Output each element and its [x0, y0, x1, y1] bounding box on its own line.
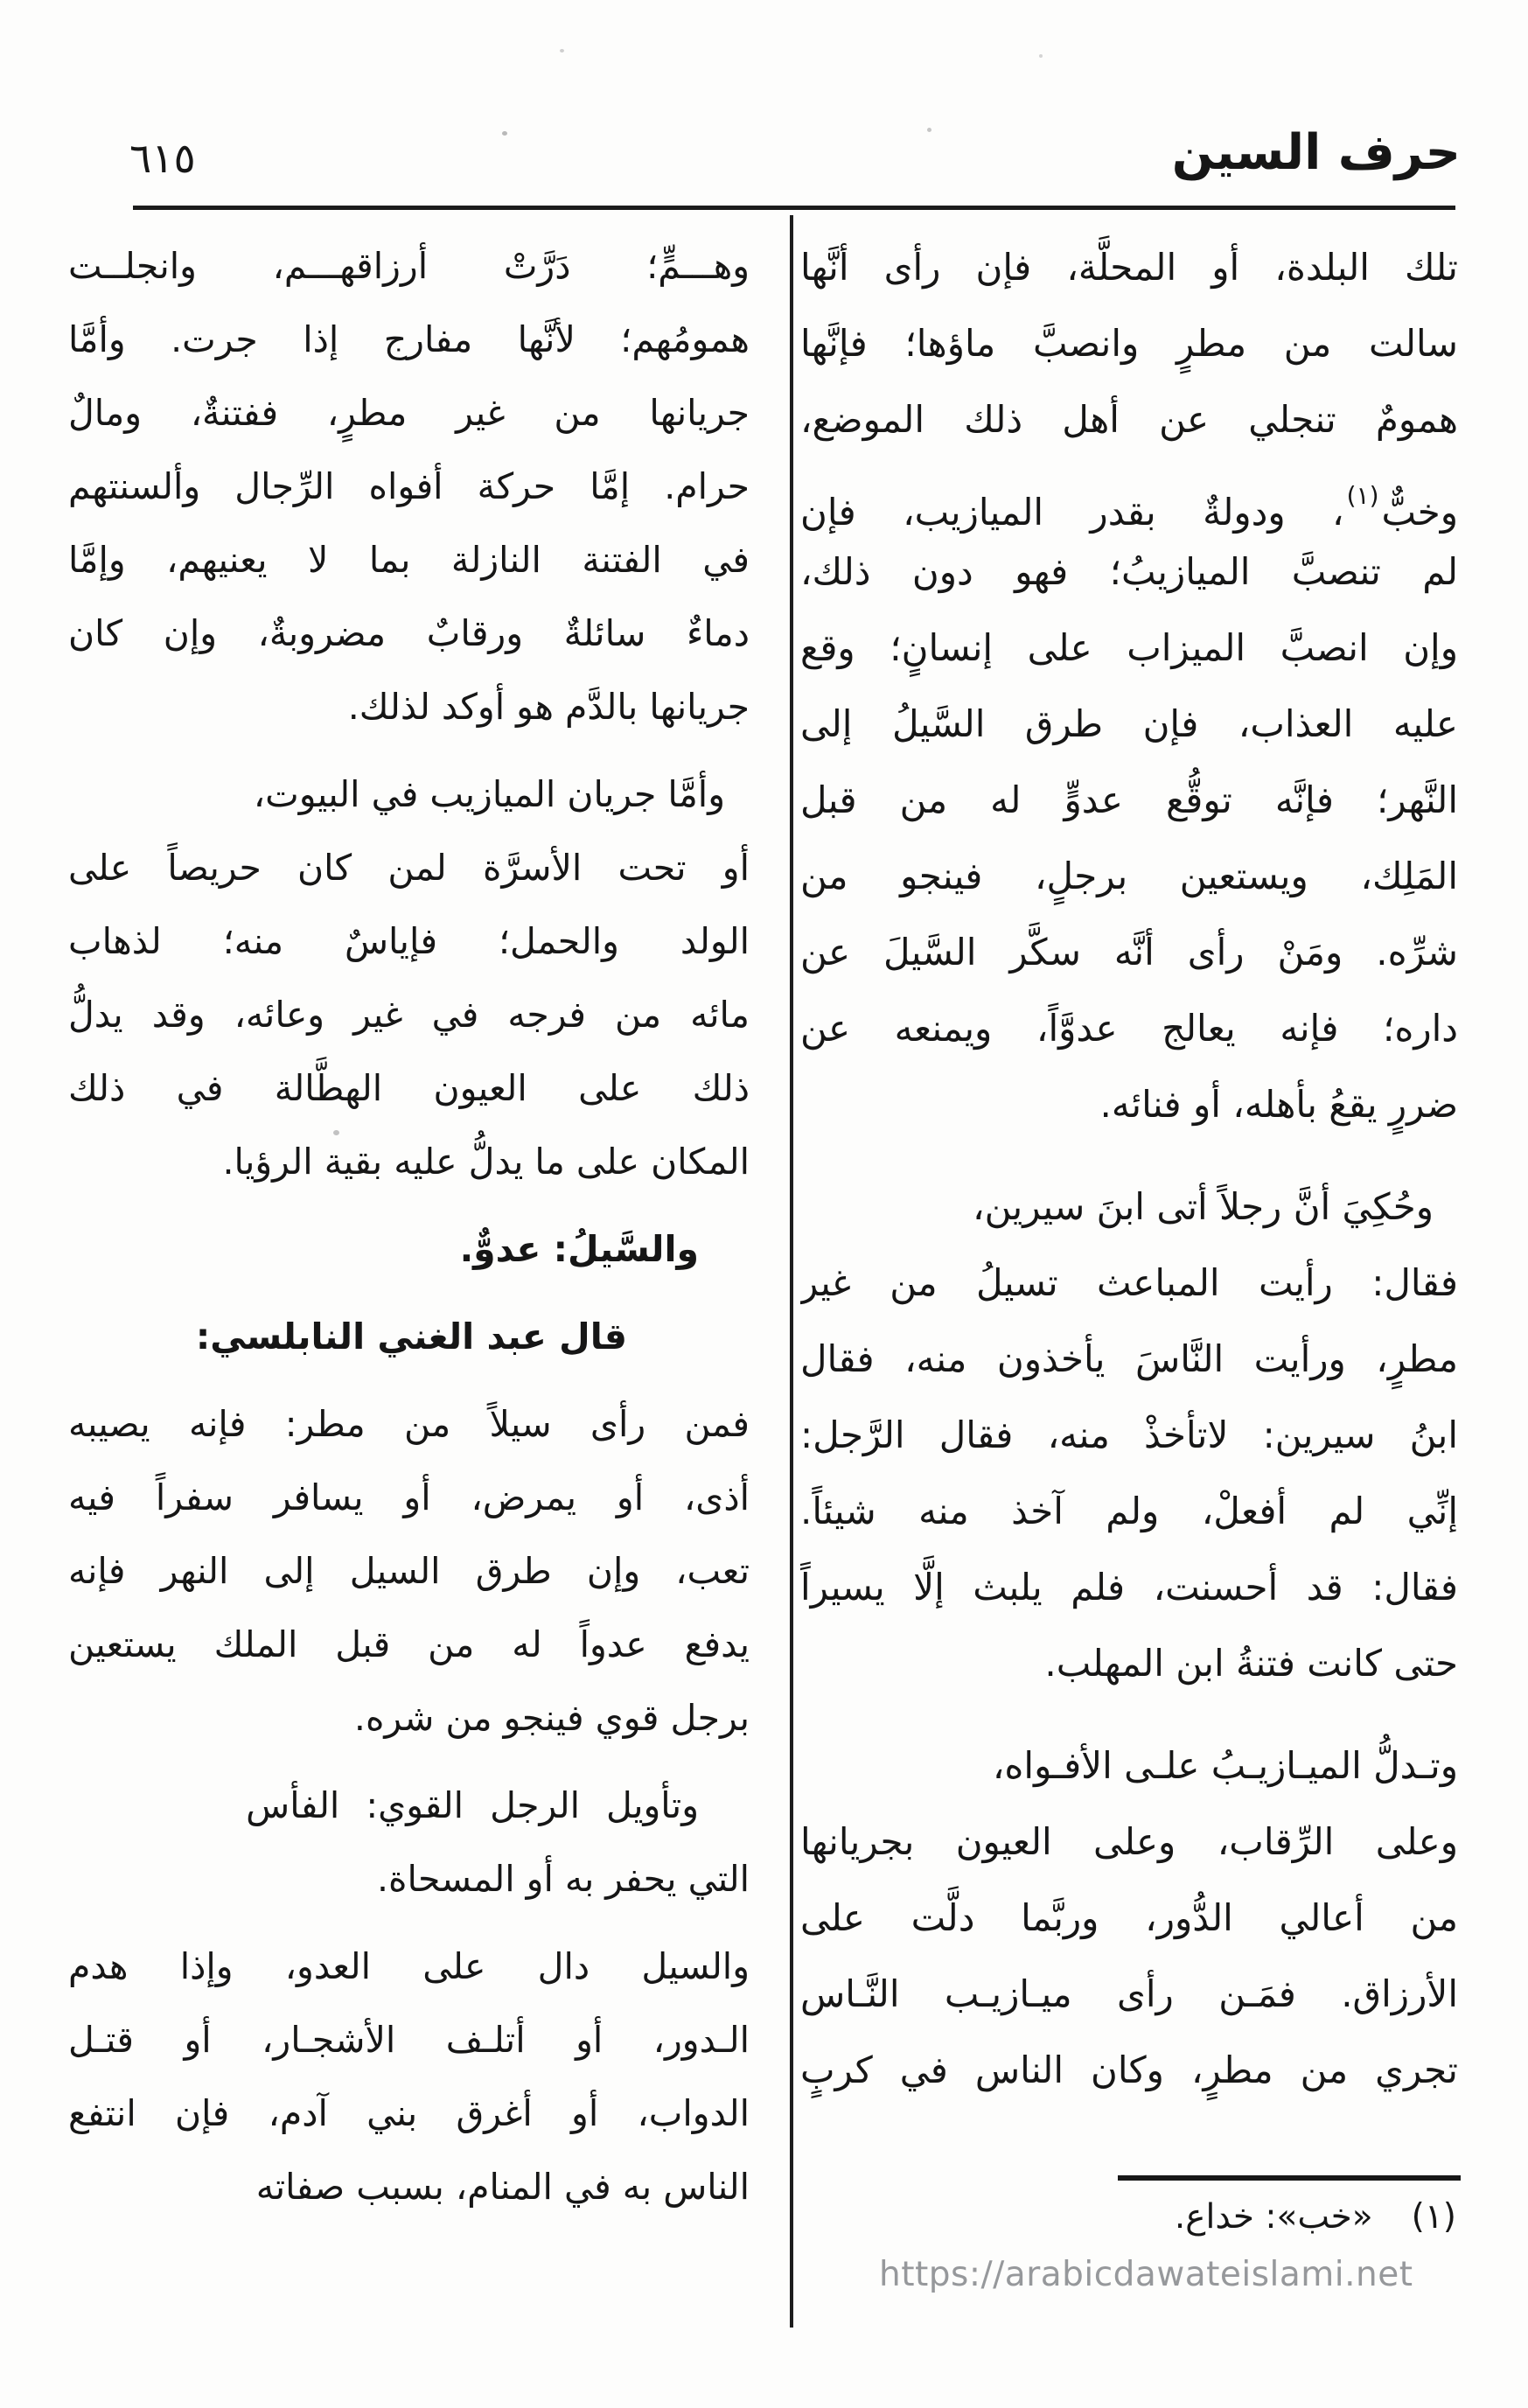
text-line: دماءٌ سائلةٌ ورقابٌ مضروبةٌ، وإن كان: [68, 612, 750, 654]
paragraph: [800, 229, 1458, 1142]
text-line: مطرٍ، ورأيت النَّاسَ يأخذون منه، فقال: [800, 1337, 1458, 1380]
text-line: حرام. إمَّا حركة أفواه الرِّجال وألسنتهم: [68, 465, 750, 507]
text-line: ذلك على العيون الهطَّالة في ذلك: [68, 1067, 750, 1109]
text-line: وعلى الرِّقاب، وعلى العيون بجريانها: [800, 1820, 1458, 1863]
chapter-title: حرف السين: [1171, 124, 1461, 181]
page-number: ٦١٥: [129, 135, 196, 183]
scan-speck: [1039, 54, 1043, 58]
text-run: وخبٌّ: [1381, 491, 1458, 534]
paragraph: [68, 1212, 750, 1286]
text-line: حتى كانت فتنةُ ابن المهلب.: [1044, 1642, 1458, 1685]
header-rule: [133, 206, 1455, 210]
text-line: إنِّي لم أفعلْ، ولم آخذ منه شيئاً.: [800, 1490, 1458, 1532]
text-line: برجل قوي فينجو من شره.: [353, 1697, 750, 1739]
text-line: أو تحت الأسرَّة لمن كان حريصاً على: [68, 847, 750, 889]
text-line: فمن رأى سيلاً من مطر: فإنه يصيبه: [68, 1403, 750, 1445]
text-line: وأمَّا جريان الميازيب في البيوت،: [253, 773, 725, 815]
text-line: مائه من فرجه في غير وعائه، وقد يدلُّ: [68, 994, 750, 1036]
text-line: التي يحفر به أو المسحاة.: [376, 1858, 750, 1900]
text-line: يدفع عدواً له من قبل الملك يستعين: [68, 1623, 750, 1665]
paragraph: [68, 757, 750, 1198]
text-line: المَلِك، ويستعين برجلٍ، فينجو من: [800, 855, 1458, 897]
text-line: تجري من مطرٍ، وكان الناس في كربٍ: [800, 2049, 1458, 2091]
text-line: والسَّيلُ: عدوٌّ.: [459, 1228, 699, 1270]
footnote-marker: (١): [1411, 2197, 1456, 2237]
text-line: وتـدلُّ الميـازيـبُ علـى الأفـواه،: [992, 1744, 1458, 1787]
text-line: همومٌ تنجلي عن أهل ذلك الموضع،: [800, 398, 1458, 441]
text-line: شرِّه. ومَنْ رأى أنَّه سكَّر السَّيلَ عن: [800, 931, 1458, 974]
text-line: وحُكِيَ أنَّ رجلاً أتى ابنَ سيرين،: [973, 1185, 1434, 1228]
text-line: الدواب، أو أغرق بني آدم، فإن انتفع: [68, 2092, 750, 2134]
text-line: جريانها بالدَّم هو أوكد لذلك.: [347, 686, 750, 728]
right-column: [800, 229, 1458, 2134]
text-line: من أعالي الدُّور، وربَّما دلَّت على: [800, 1896, 1458, 1939]
left-column: [68, 229, 750, 2223]
footnote-text: «خب»: خداع.: [1174, 2197, 1373, 2237]
scan-speck: [560, 49, 564, 52]
scan-speck: [927, 128, 931, 132]
text-line: تلك البلدة، أو المحلَّة، فإن رأى أنَّها: [800, 246, 1458, 289]
text-line: ضررٍ يقعُ بأهله، أو فنائه.: [1099, 1083, 1458, 1126]
watermark-url: https://arabicdawateislami.net: [879, 2255, 1413, 2294]
text-line: قال عبد الغني النابلسي:: [195, 1316, 627, 1358]
text-run: ، ودولةٌ بقدر الميازيب، فإن: [800, 491, 1344, 534]
text-line: ابنُ سيرين: لاتأخذْ منه، فقال الرَّجل:: [800, 1413, 1458, 1456]
paragraph: [68, 229, 750, 743]
footnote: [1175, 2192, 1456, 2243]
text-line: وهـــمٍّ؛ دَرَّتْ أرزاقهـــم، وانجلــت: [68, 245, 750, 287]
paragraph: [68, 1769, 750, 1916]
text-line: المكان على ما يدلُّ عليه بقية الرؤيا.: [222, 1141, 750, 1183]
footnote-rule: [1118, 2175, 1461, 2181]
paragraph: [800, 1169, 1458, 1701]
text-line: وإن انصبَّ الميزاب على إنسانٍ؛ وقع: [800, 626, 1458, 669]
text-line: فقال: قد أحسنت، فلم يلبث إلَّا يسيراً: [800, 1566, 1458, 1609]
text-line: الأرزاق. فمَـن رأى ميـازيـب النَّـاس: [800, 1972, 1458, 2015]
text-line: جريانها من غير مطرٍ، ففتنةٌ، ومالٌ: [68, 392, 750, 434]
text-line: النَّهر؛ فإنَّه توقُّع عدوٍّ له من قبل: [800, 778, 1458, 821]
paragraph: [68, 1930, 750, 2223]
text-line: الناس به في المنام، بسبب صفاته: [255, 2166, 750, 2208]
text-line: أذى، أو يمرض، أو يسافر سفراً فيه: [68, 1476, 750, 1518]
text-line: الولد والحمل؛ فإياسٌ منه؛ لذهاب: [68, 920, 750, 962]
paragraph: [68, 1387, 750, 1755]
paragraph: [68, 1300, 750, 1373]
scan-speck: [333, 1130, 339, 1135]
text-line: لم تنصبَّ الميازيبُ؛ فهو دون ذلك،: [800, 550, 1458, 593]
text-line: في الفتنة النازلة بما لا يعنيهم، وإمَّا: [68, 539, 750, 581]
column-divider: [790, 215, 793, 2328]
text-line: تعب، وإن طرق السيل إلى النهر فإنه: [68, 1550, 750, 1592]
text-line: همومُهم؛ لأنَّها مفارج إذا جرت. وأمَّا: [68, 318, 750, 360]
text-line: وتأويل الرجل القوي: الفأس: [246, 1784, 699, 1826]
text-line: عليه العذاب، فإن طرق السَّيلُ إلى: [800, 702, 1458, 745]
text-line: داره؛ فإنه يعالج عدوَّاً، ويمنعه عن: [800, 1007, 1458, 1050]
text-line: [800, 457, 1458, 534]
text-line: فقال: رأيت المباعث تسيلُ من غير: [800, 1261, 1458, 1304]
scan-speck: [502, 131, 507, 136]
footnote-ref: (١): [1346, 481, 1379, 510]
text-line: سالت من مطرٍ وانصبَّ ماؤها؛ فإنَّها: [800, 322, 1458, 365]
paragraph: [800, 1727, 1458, 2108]
text-line: والسيل دال على العدو، وإذا هدم: [68, 1945, 750, 1987]
text-line: الـدور، أو أتلـف الأشجـار، أو قتـل: [68, 2019, 750, 2061]
